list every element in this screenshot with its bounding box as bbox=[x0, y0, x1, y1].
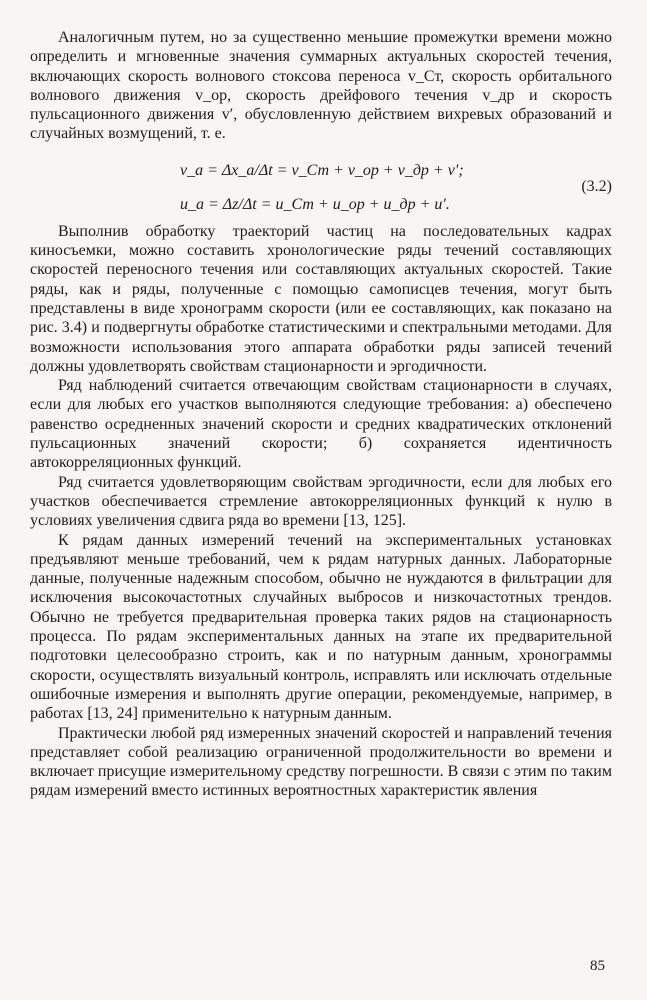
equation-number: (3.2) bbox=[581, 177, 612, 195]
page-body bbox=[30, 28, 612, 801]
paragraph-1: Аналогичным путем, но за существенно меньшие промежутки времени можно определить и мгновенные значения суммарных актуальных скоростей течения, включающих скорость волнового стоксова переноса v_Ст, скорость орбитального волнового движения v_ор, скорость дрейфового течения v_др и скорость пульсационного движения v′, обусловленную действием вихревых образований и случайных возмущений, т. е. bbox=[30, 29, 612, 143]
paragraph-2: Выполнив обработку траекторий частиц на последовательных кадрах киносъемки, можно составить хронологические ряды течений составляющих скоростей переносного течения или составляющих актуальных скоростей. Такие ряды, как и ряды, полученные с помощью самописцев течения, могут быть представлены в виде хронограмм скорости (или ее составляющих, как показано на рис. 3.4) и подвергнуты обработке статистическими и спектральными методами. Для возможности использования этого аппарата обработки ряды записей течений должны удовлетворять свойствам стационарности и эргодичности. bbox=[30, 222, 612, 375]
paragraph-3: Ряд наблюдений считается отвечающим свойствам стационарности в случаях, если для любых его участков выполняются следующие требования: а) обеспечено равенство осредненных значений скорости и средних квадратических отклонений пульсационных значений скорости; б) сохраняется идентичность автокорреляционных функций. bbox=[30, 377, 612, 472]
equation-velocity-horizontal: v_a = Δx_a/Δt = v_Ст + v_ор + v_др + v′; bbox=[180, 161, 464, 179]
equation-block bbox=[30, 148, 612, 220]
page-number: 85 bbox=[590, 958, 605, 974]
paragraph-4: Ряд считается удовлетворяющим свойствам эргодичности, если для любых его участков обеспечивается стремление автокорреляционных функций к нулю в условиях увеличения сдвига ряда во времени [13, 125]. bbox=[30, 473, 612, 530]
paragraph-5: К рядам данных измерений течений на экспериментальных установках предъявляют меньше требований, чем к рядам натурных данных. Лабораторные данные, полученные надежным способом, обычно не нуждаются в фильтрации для исключения высокочастотных случайных выбросов и низкочастотных трендов. Обычно не требуется предварительная проверка таких рядов на стационарность процесса. По рядам экспериментальных данных на этапе их предварительной подготовки целесообразно строить, как и по натурным данным, хронограммы скорости, осуществлять визуальный контроль, исправлять или исключать отдельные ошибочные измерения и выполнять другие операции, рекомендуемые, например, в работах [13, 24] применительно к натурным данным. bbox=[30, 531, 612, 723]
paragraph-6: Практически любой ряд измеренных значений скоростей и направлений течения представляет собой реализацию ограниченной продолжительности во времени и включает присущие измерительному средству погрешности. В связи с этим по таким рядам измерений вместо истинных вероятностных характеристик явления bbox=[30, 724, 612, 800]
equation-velocity-vertical: u_a = Δz/Δt = u_Ст + u_ор + u_др + u′. bbox=[180, 195, 450, 213]
